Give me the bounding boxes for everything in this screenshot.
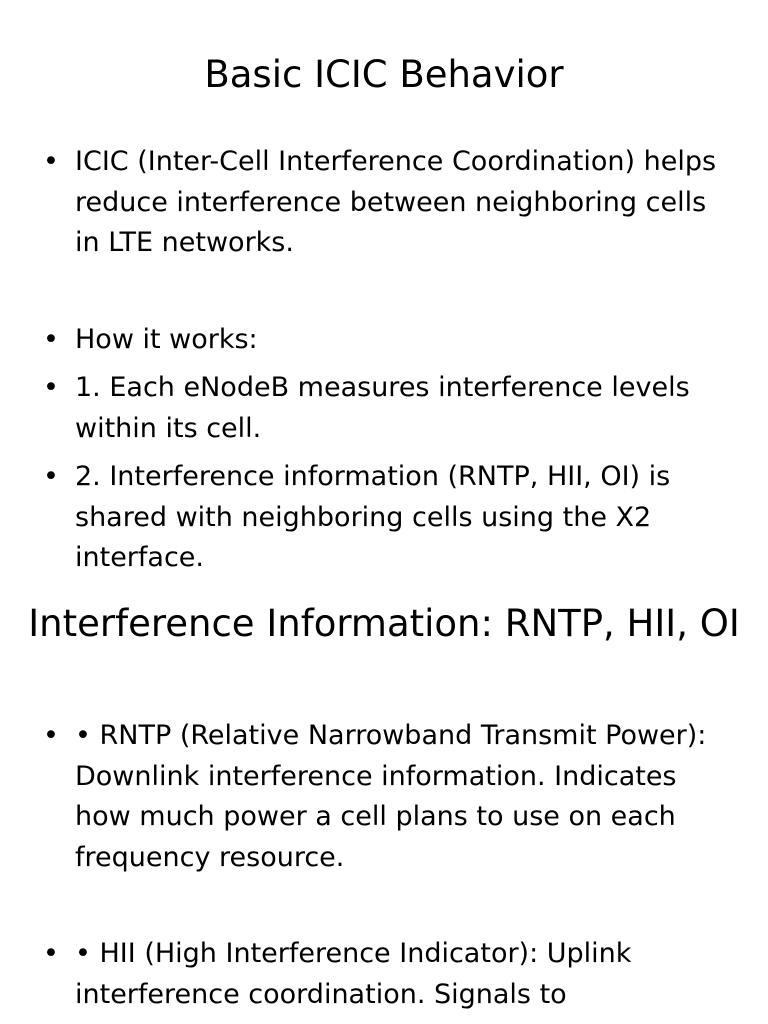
bullet-list xyxy=(0,716,768,1015)
bullet-dot-icon: • xyxy=(43,372,59,403)
bullet-item xyxy=(0,368,768,449)
bullet-list xyxy=(0,142,768,579)
bullet-dot-icon: • xyxy=(43,146,59,177)
bullet-text: 2. Interference information (RNTP, HII, OI) is shared with neighboring cells using the X2 interface. xyxy=(75,461,671,573)
slide-title: Basic ICIC Behavior xyxy=(204,53,564,96)
bullet-item xyxy=(0,716,768,878)
bullet-item xyxy=(0,934,768,1015)
bullet-text: 1. Each eNodeB measures interference levels within its cell. xyxy=(75,372,690,444)
section-title: Interference Information: RNTP, HII, OI xyxy=(28,602,740,645)
bullet-item xyxy=(0,142,768,264)
bullet-item xyxy=(0,457,768,579)
bullet-dot-icon: • xyxy=(43,323,59,355)
bullet-text: • HII (High Interference Indicator): Uplink interference coordination. Signals to xyxy=(75,938,632,1010)
bullet-text: ICIC (Inter-Cell Interference Coordination) helps reduce interference between neighboring cells in LTE networks. xyxy=(75,146,717,258)
bullet-dot-icon: • xyxy=(43,938,59,969)
bullet-dot-icon: • xyxy=(43,461,59,492)
bullet-text: • RNTP (Relative Narrowband Transmit Power): Downlink interference information. Indicates how much power a cell plans to use on each frequency resource. xyxy=(75,720,707,873)
bullet-dot-icon: • xyxy=(43,720,59,751)
bullet-item xyxy=(0,320,768,361)
bullet-text: How it works: xyxy=(75,323,258,355)
